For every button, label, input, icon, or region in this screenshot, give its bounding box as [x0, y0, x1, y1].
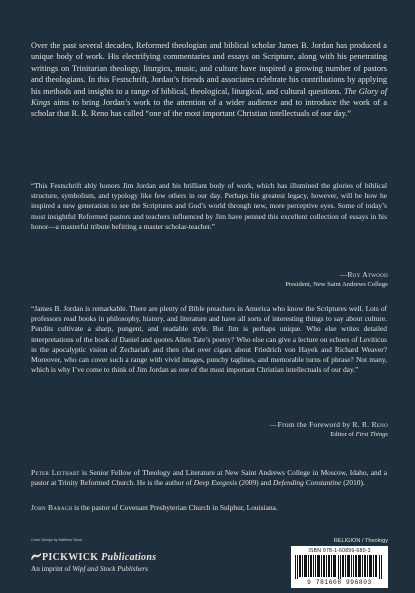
barcode-digits: 9 781608 996803 [307, 579, 372, 586]
foreword-author: R. R. Reno [352, 420, 388, 429]
bisac-category: RELIGION / Theology [333, 538, 388, 544]
bio-text: (2010). [341, 478, 365, 488]
endorsement-atwood-attribution [285, 270, 388, 289]
foreword-role-prefix: Editor of [330, 431, 356, 438]
imprint-name: Wipf and Stock Publishers [72, 565, 148, 573]
editor-name-barach: John Barach [31, 503, 73, 512]
cover-design-credit: Cover Design by Matthew Stock [31, 538, 83, 542]
endorser-role: President, New Saint Andrews College [285, 281, 388, 288]
foreword-source [270, 420, 388, 430]
publisher-name [31, 552, 251, 564]
endorsement-reno: “James B. Jordan is remarkable. There are plenty of Bible preachers in America who know the Scriptures well. Lots of professors read books in philosophy, history, and literature and have all sorts of interesting things to say about culture. Pundits cultivate a sharp, pungent, and readable style. But Jim is perhaps unique. Who else writes detailed interpretations of the book of Daniel and quotes Allen Tate’s poetry? Who else can give a lecture on echoes of Leviticus in the apocalyptic vision of Zechariah and then chat over cigars about Friedrich von Hayek and Richard Weaver? Moreover, who can cover such a range with vivid images, punchy taglines, and memorable turns of phrase? Not many, which is why I’ve come to think of Jim Jordan as one of the most important Christian intellectuals of our day.” [31, 304, 387, 375]
isbn-barcode [291, 546, 388, 588]
bio-leithart [31, 468, 387, 488]
book-deep-exegesis: Deep Exegesis [193, 478, 238, 488]
publisher-imprint [31, 565, 251, 574]
endorsement-atwood: “This Festschrift ably honors Jim Jordan and his brilliant body of work, which has illumined the glories of biblical structure, symbolism, and typology like few others in our day. Perhaps his greatest legacy, however, will be how he inspired a new generation to see the Scriptures and God’s world through new, more perceptive eyes. Some of today’s most insightful Reformed pastors and teachers influenced by Jim have penned this excellent collection of essays in his honor—a masterful tribute befitting a master scholar-teacher.” [31, 181, 387, 231]
publisher-name-part1: PICKWICK [42, 552, 99, 563]
intro-blurb [31, 40, 387, 120]
publisher-name-part2: Publications [101, 552, 157, 563]
barcode-icon [295, 555, 384, 579]
endorsement-reno-attribution [270, 420, 388, 439]
intro-text-1: Over the past several decades, Reformed theologian and biblical scholar James B. Jordan has produced a unique body of work. His electrifying commentaries and essays on Scripture, along with his penetrating writings on Trinitarian theology, liturgics, music, and culture have inspired a growing number of pastors and theologians. In this Festschrift, Jordan’s friends and associates celebrate his contributions by applying his methods and insights to a range of biblical, theological, liturgical, and cultural questions. [31, 41, 387, 96]
bio-text: (2009) and [237, 478, 274, 488]
pickwick-logo-icon [31, 552, 42, 561]
isbn-number: ISBN 978-1-60899-680-3 [308, 548, 371, 554]
publisher-logo [31, 552, 251, 574]
bio-text: is Senior Fellow of Theology and Literature at New Saint Andrews College in Moscow, Idaho, and a pastor at Trinity Reformed Church. He is the author of [31, 468, 387, 488]
intro-text-2: aims to bring Jordan’s work to the attention of a wider audience and to introduce the work of a scholar that R. R. Reno has called “one of the most important Christian intellectuals of our day.” [31, 98, 388, 119]
bio-barach [31, 503, 387, 513]
book-defending-constantine: Defending Constantine [273, 478, 342, 488]
book-title: The Glory of Kings [31, 86, 387, 108]
foreword-role-title: First Things [355, 431, 388, 438]
foreword-prefix: —From the Foreword by [269, 420, 353, 429]
imprint-prefix: An imprint of [31, 565, 73, 573]
endorser-name: —Roy Atwood [339, 270, 388, 279]
editor-name-leithart: Peter Leithart [31, 468, 80, 477]
bio-text: is the pastor of Covenant Presbyterian Church in Sulphur, Louisiana. [72, 503, 278, 512]
foreword-role [270, 430, 388, 439]
